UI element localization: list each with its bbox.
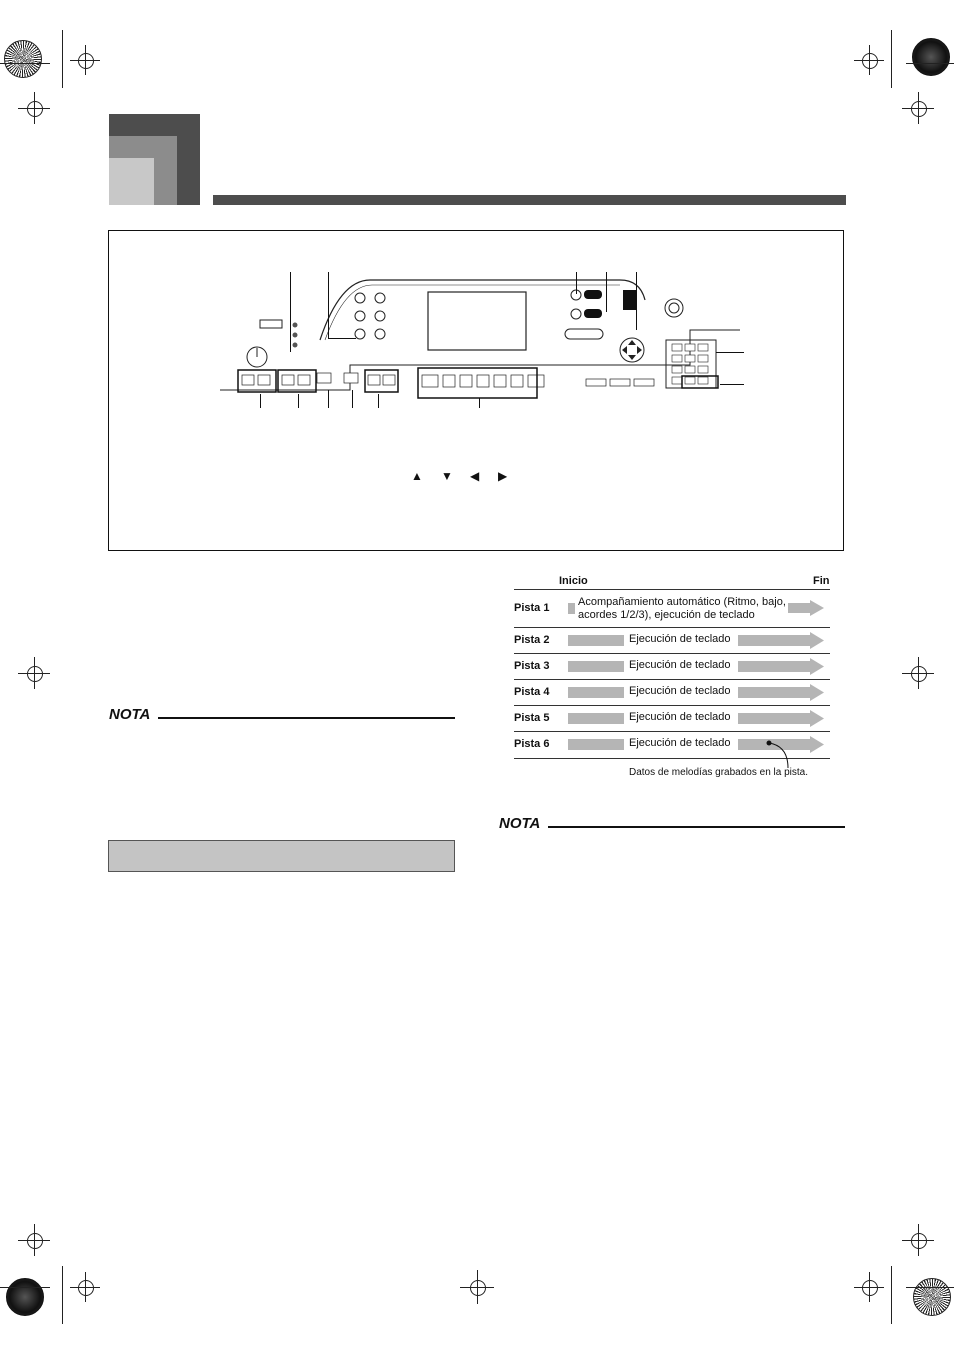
callout-line: [720, 384, 744, 385]
track-label: Pista 4: [514, 686, 550, 698]
callout-line: [260, 394, 261, 408]
registration-target-icon: [78, 1280, 94, 1296]
callout-line: [606, 272, 607, 312]
registration-target-icon: [911, 1233, 927, 1249]
track-start-label: Inicio: [559, 575, 588, 587]
callout-line: [576, 272, 577, 294]
registration-target-icon: [27, 666, 43, 682]
left-arrow-icon: ◀: [470, 469, 480, 483]
crop-mark: [891, 1266, 892, 1324]
note-title: NOTA: [499, 815, 541, 832]
crop-mark: [0, 1287, 50, 1288]
track-bar: [568, 739, 624, 750]
track-description: Ejecución de teclado: [629, 711, 731, 723]
callout-line: [328, 272, 329, 338]
note-title: NOTA: [109, 706, 151, 723]
track-bar: [568, 603, 575, 614]
track-bar: [738, 661, 808, 672]
track-description: Acompañamiento automático (Ritmo, bajo, acordes 1/2/3), ejecución de teclado: [576, 596, 792, 622]
registration-target-icon: [470, 1280, 486, 1296]
registration-wheel-icon: [4, 40, 42, 78]
crop-mark: [62, 30, 63, 88]
track-bar: [738, 635, 808, 646]
track-bar: [568, 635, 624, 646]
header-rule: [213, 195, 846, 205]
crop-mark: [62, 1266, 63, 1324]
track-bar: [568, 687, 624, 698]
track-arrow-icon: [788, 600, 824, 616]
track-arrow-icon: [804, 710, 824, 727]
registration-target-icon: [911, 666, 927, 682]
track-label: Pista 6: [514, 738, 550, 750]
callout-line: [716, 352, 744, 353]
section-title-box: [108, 840, 455, 872]
callout-line: [298, 394, 299, 408]
track-arrow-icon: [804, 658, 824, 675]
down-arrow-icon: ▼: [441, 469, 453, 483]
callout-line: [479, 398, 480, 408]
callout-line: [290, 272, 291, 352]
registration-disc-icon: [6, 1278, 44, 1316]
track-bar: [568, 713, 624, 724]
callout-line: [636, 272, 637, 330]
track-bar: [568, 661, 624, 672]
track-label: Pista 5: [514, 712, 550, 724]
track-arrow-icon: [804, 632, 824, 649]
note-rule: [548, 826, 845, 828]
track-row: [514, 627, 830, 654]
callout-line: [378, 394, 379, 408]
crop-mark: [891, 30, 892, 88]
track-row: [514, 589, 830, 628]
track-row: [514, 653, 830, 680]
keyboard-panel-svg: [220, 270, 740, 410]
callout-line: [352, 390, 353, 408]
callout-line: [328, 338, 356, 339]
crop-mark: [906, 63, 954, 64]
track-description: Ejecución de teclado: [629, 737, 731, 749]
pointer-line: [764, 738, 794, 770]
track-label: Pista 2: [514, 634, 550, 646]
track-description: Ejecución de teclado: [629, 685, 731, 697]
registration-disc-icon: [912, 38, 950, 76]
track-row: [514, 705, 830, 732]
registration-target-icon: [911, 101, 927, 117]
right-arrow-icon: ▶: [498, 469, 508, 483]
track-description: Ejecución de teclado: [629, 659, 731, 671]
registration-target-icon: [27, 1233, 43, 1249]
crop-mark: [0, 63, 50, 64]
crop-mark: [906, 1287, 954, 1288]
track-end-label: Fin: [813, 575, 830, 587]
track-label: Pista 1: [514, 602, 550, 614]
track-bar: [738, 687, 808, 698]
registration-target-icon: [862, 1280, 878, 1296]
up-arrow-icon: ▲: [411, 469, 423, 483]
track-label: Pista 3: [514, 660, 550, 672]
header-block-light: [109, 158, 154, 205]
registration-target-icon: [27, 101, 43, 117]
registration-target-icon: [78, 53, 94, 69]
registration-target-icon: [862, 53, 878, 69]
track-description: Ejecución de teclado: [629, 633, 731, 645]
callout-line: [328, 390, 329, 408]
registration-wheel-icon: [913, 1278, 951, 1316]
track-footnote: Datos de melodías grabados en la pista.: [629, 767, 808, 778]
track-arrow-icon: [804, 736, 824, 753]
note-rule: [158, 717, 455, 719]
track-bar: [738, 713, 808, 724]
track-arrow-icon: [804, 684, 824, 701]
track-row: [514, 679, 830, 706]
